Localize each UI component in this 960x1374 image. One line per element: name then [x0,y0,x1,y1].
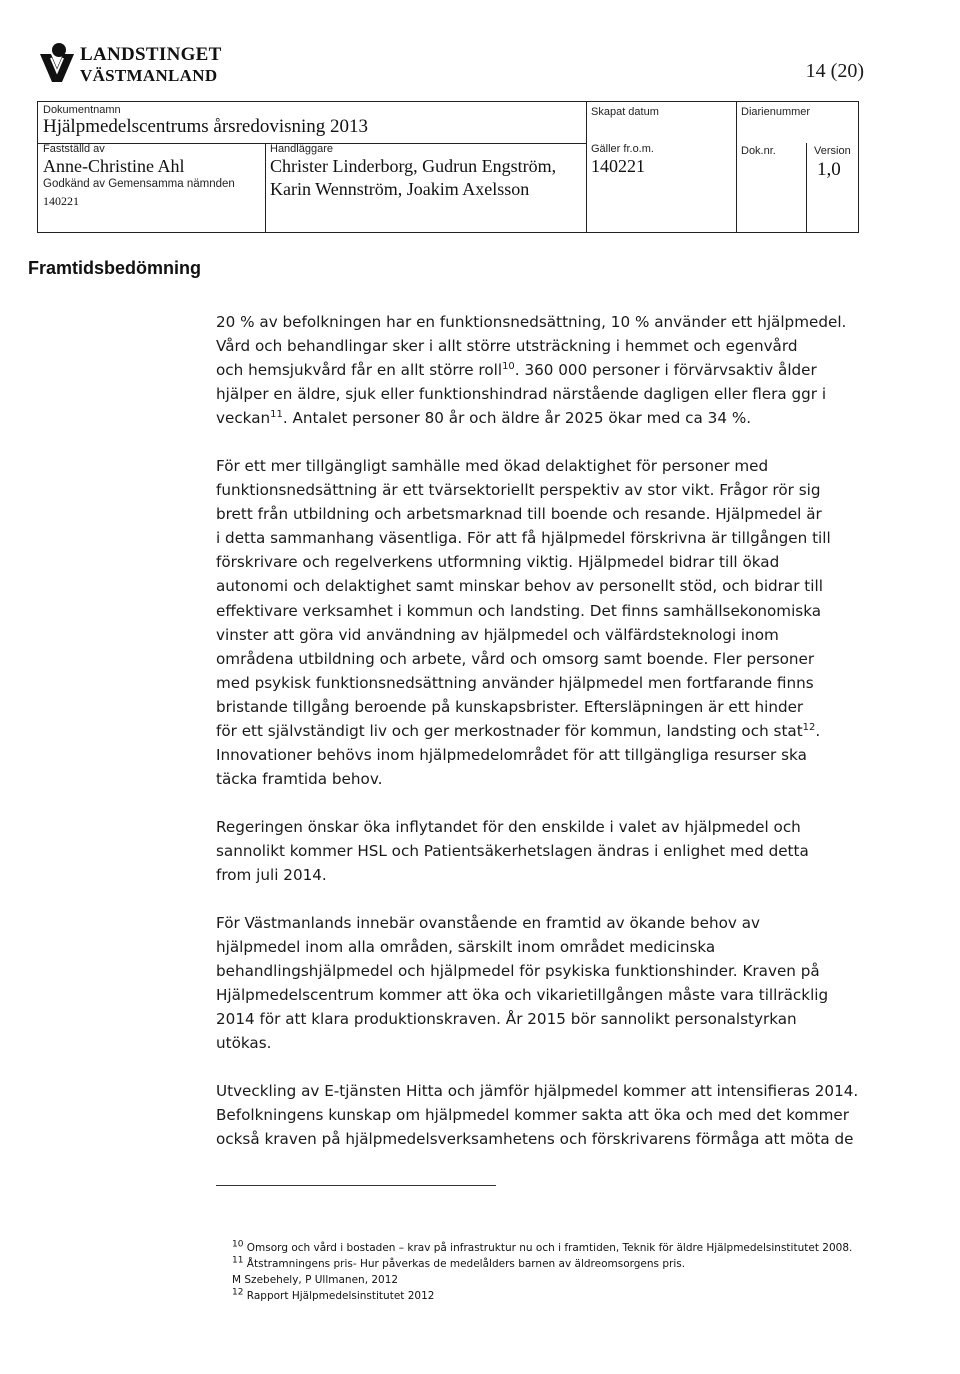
dokumentnamn-value: Hjälpmedelscentrums årsredovisning 2013 [43,116,369,137]
text-line: Utveckling av E-tjänsten Hitta och jämför hjälpmedel kommer att intensifieras 2014. [216,1082,859,1100]
section-title: Framtidsbedömning [28,258,202,278]
godkand-value: 140221 [43,194,79,208]
faststalld-av-value: Anne-Christine Ahl [43,156,185,176]
text-line: 20 % av befolkningen har en funktionsnedsättning, 10 % använder ett hjälpmedel. [216,313,847,331]
text-line: Regeringen önskar öka inflytandet för den enskilde i valet av hjälpmedel och [216,818,801,836]
handlaggare-label: Handläggare [270,143,333,155]
text-line: Befolkningens kunskap om hjälpmedel kommer sakta att öka och med det kommer [216,1106,849,1125]
text-line: täcka framtida behov. [216,770,383,789]
footnotes [232,1240,852,1304]
text-line: Innovationer behövs inom hjälpmedelområdet för att tillgängliga resurser ska [216,746,807,765]
text-line: from juli 2014. [216,866,327,885]
text-line: 2014 för att klara produktionskraven. År 2015 bör sannolikt personalstyrkan [216,1010,797,1029]
galler-from-label: Gäller fr.o.m. [591,143,654,155]
faststalld-av-label: Fastställd av [43,143,105,155]
text-line: hjälpmedel inom alla områden, särskilt inom området medicinska [216,938,716,957]
doknr-label: Dok.nr. [741,145,776,157]
text-line: förskrivare och regelverkens utformning viktig. Hjälpmedel bidrar till ökad [216,553,780,572]
text-line: autonomi och delaktighet samt minskar behov av personellt stöd, och bidrar till [216,577,823,596]
paragraph-4 [216,911,850,1056]
logo [38,38,228,88]
text-line: För ett mer tillgängligt samhälle med ökad delaktighet för personer med [216,457,769,475]
text-run: . 360 000 personer i förvärvsaktiv ålder [514,361,817,380]
text-line: behandlingshjälpmedel och hjälpmedel för psykiska funktionshinder. Kraven på [216,962,820,981]
text-run: . [815,722,821,741]
footnote-number: 12 [232,1287,244,1298]
text-line: sannolikt kommer HSL och Patientsäkerhetslagen ändras i enlighet med detta [216,842,809,861]
version-value: 1,0 [817,159,841,180]
text-run: och hemsjukvård får en allt större roll [216,361,503,380]
page-number: 14 (20) [805,60,864,82]
skapat-datum-label: Skapat datum [591,106,659,118]
text-line: För Västmanlands innebär ovanstående en framtid av ökande behov av [216,914,761,932]
paragraph-1 [216,310,850,430]
text-line [216,406,850,430]
text-line: funktionsnedsättning är ett tvärsektoriellt perspektiv av stor vikt. Frågor rör sig [216,481,821,500]
logo-text-line1: LANDSTINGET [80,44,222,65]
document-header-table [37,101,859,233]
landstinget-emblem-icon [38,42,78,84]
text-line: brett från utbildning och arbetsmarknad till boende och resande. Hjälpmedel är [216,505,822,524]
text-line: i detta sammanhang väsentliga. För att få hjälpmedel förskrivna är tillgången till [216,529,831,548]
footnote-12 [232,1288,852,1304]
handlaggare-line2: Karin Wennström, Joakim Axelsson [270,179,530,199]
dokumentnamn-label: Dokumentnamn [43,104,121,116]
footnote-number: 11 [232,1255,244,1266]
text-line [216,358,850,382]
footnote-10 [232,1240,852,1256]
footnote-text: Omsorg och vård i bostaden – krav på infrastruktur nu och i framtiden, Teknik för äldre Hjälpmedelsinstitutet 2008. [246,1242,853,1254]
footnote-ref-10: 10 [502,361,515,373]
godkand-label: Godkänd av Gemensamma nämnden [43,178,235,190]
text-line: bristande tillgång beroende på kunskapsbrister. Eftersläpningen är ett hinder [216,697,804,716]
footnote-number: 10 [232,1239,244,1250]
footnote-text: Rapport Hjälpmedelsinstitutet 2012 [246,1290,435,1302]
galler-from-value: 140221 [591,156,645,176]
footnote-11-authors: M Szebehely, P Ullmanen, 2012 [232,1274,399,1286]
text-run: . Antalet personer 80 år och äldre år 2025 ökar med ca 34 %. [282,409,752,428]
text-line: effektivare verksamhet i kommun och landsting. Det finns samhällsekonomiska [216,601,822,620]
text-line: Vård och behandlingar sker i allt större utsträckning i hemmet och egenvård [216,337,798,356]
text-line: utökas. [216,1034,272,1053]
paragraph-3 [216,815,850,887]
paragraph-2 [216,454,850,791]
footnote-ref-11: 11 [270,409,283,421]
footnote-text: Åtstramningens pris- Hur påverkas de medelålders barnen av äldreomsorgens pris. [246,1258,686,1270]
handlaggare-line1: Christer Linderborg, Gudrun Engström, [270,156,557,176]
text-line: hjälper en äldre, sjuk eller funktionshindrad närstående dagligen eller flera ggr i [216,385,827,404]
text-line [216,719,850,743]
text-line: områdena utbildning och arbete, vård och omsorg samt boende. Fler personer [216,649,815,668]
text-run: veckan [216,409,271,428]
footnote-separator [216,1185,496,1186]
footnote-11 [232,1256,852,1272]
version-label: Version [814,145,851,157]
paragraph-5 [216,1079,859,1151]
text-line: Hjälpmedelscentrum kommer att öka och vikarietillgången måste vara tillräcklig [216,986,829,1005]
text-line: också kraven på hjälpmedelsverksamhetens och förskrivarens förmåga att möta de [216,1130,854,1149]
logo-text-line2: VÄSTMANLAND [80,66,218,85]
text-line: med psykisk funktionsnedsättning använder hjälpmedel men fortfarande finns [216,673,814,692]
text-line: vinster att göra vid användning av hjälpmedel och välfärdsteknologi inom [216,625,779,644]
diarienummer-label: Diarienummer [741,106,811,118]
footnote-ref-12: 12 [802,721,816,733]
text-run: för ett självständigt liv och ger merkostnader för kommun, landsting och stat [216,722,803,741]
